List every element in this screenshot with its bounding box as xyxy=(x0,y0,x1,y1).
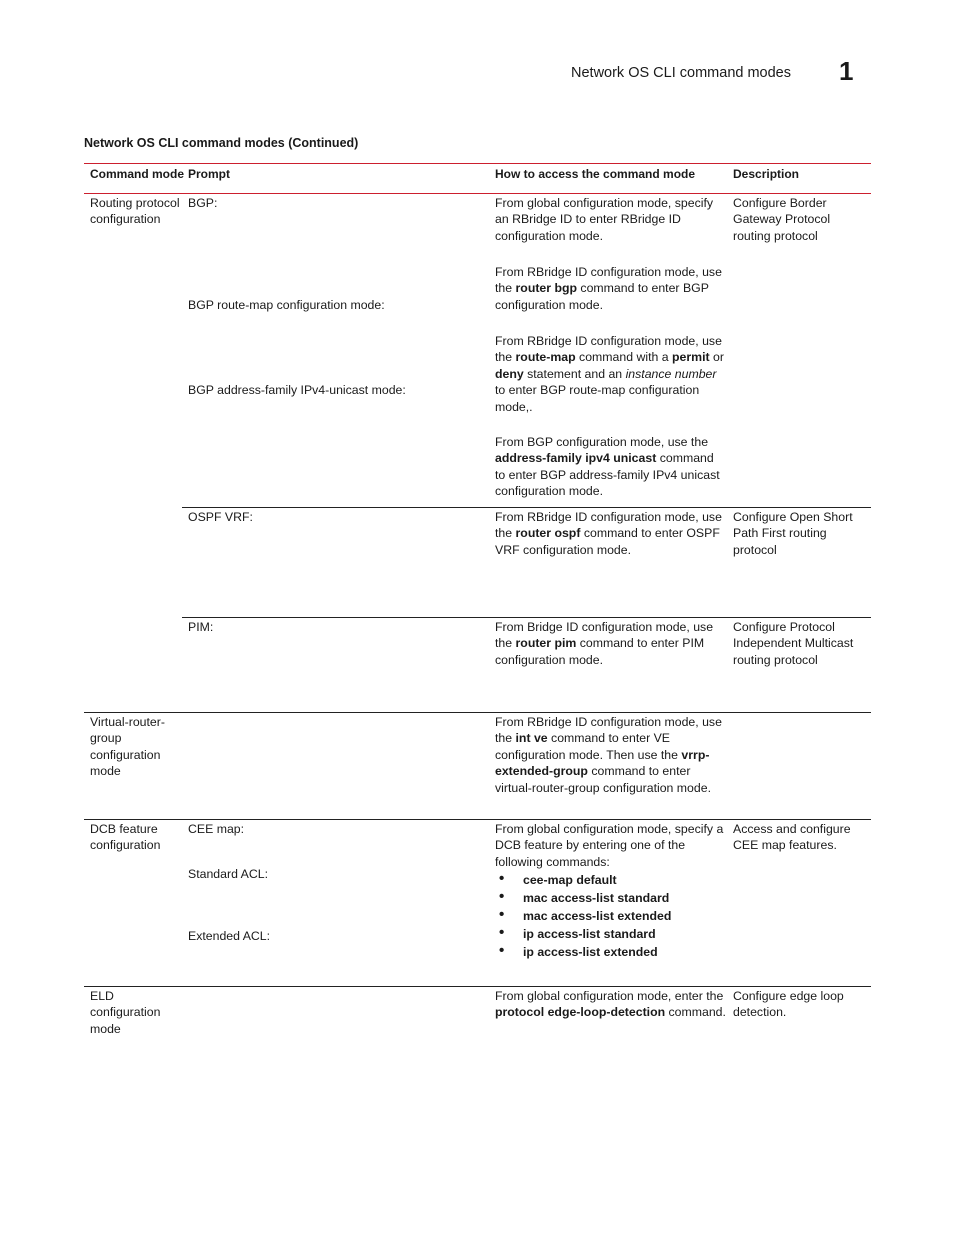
prompt-cee-map: CEE map: xyxy=(188,822,245,836)
access-router-ospf: From RBridge ID configuration mode, use the router ospf command to enter OSPF VRF configuration mode. xyxy=(495,510,722,557)
command-route-map: route-map xyxy=(515,350,576,365)
access-router-pim: From Bridge ID configuration mode, use the router pim command to enter PIM configuration mode. xyxy=(495,620,714,667)
prompt-extended-acl: Extended ACL: xyxy=(188,929,271,943)
description-dcb: Access and configure CEE map features. xyxy=(733,822,851,853)
row-divider-vrg xyxy=(84,712,871,713)
instance-number-variable: instance number xyxy=(625,366,717,381)
description-ospf: Configure Open Short Path First routing protocol xyxy=(733,510,853,557)
command-protocol-edge-loop-detection: protocol edge-loop-detection xyxy=(495,1005,666,1020)
keyword-permit: permit xyxy=(672,350,710,365)
column-header-command-mode: Command mode xyxy=(90,167,185,181)
command-address-family: address-family ipv4 unicast xyxy=(495,451,657,466)
keyword-deny: deny xyxy=(495,366,524,381)
access-rbridge-id: From global configuration mode, specify an RBridge ID to enter RBridge ID configuration mode. xyxy=(495,196,714,243)
prompt-standard-acl: Standard ACL: xyxy=(188,867,268,881)
row-divider-ospf xyxy=(182,507,871,508)
list-item: • ip access-list extended xyxy=(495,943,727,961)
mode-virtual-router-group: Virtual-router-group configuration mode xyxy=(90,715,165,779)
table-header-rule xyxy=(84,193,871,194)
prompt-pim: PIM: xyxy=(188,620,214,634)
column-header-description: Description xyxy=(733,167,800,181)
column-header-prompt: Prompt xyxy=(188,167,230,181)
table-top-rule xyxy=(84,163,871,164)
command-int-ve: int ve xyxy=(515,731,548,746)
prompt-bgp-route-map: BGP route-map configuration mode: xyxy=(188,298,385,312)
list-item: • mac access-list standard xyxy=(495,889,727,907)
mode-dcb-feature: DCB feature configuration xyxy=(90,822,161,853)
command-vrrp-extended-group: vrrp-extended-group xyxy=(495,747,710,779)
dcb-command-list xyxy=(495,871,727,961)
access-vrrp-extended-group: From RBridge ID configuration mode, use the int ve command to enter VE configuration mode. Then use the vrrp-extended-group command to enter virtual-router-group configuration mode. xyxy=(495,715,722,795)
section-title: Network OS CLI command modes xyxy=(571,65,791,81)
description-bgp: Configure Border Gateway Protocol routing protocol xyxy=(733,196,831,243)
prompt-ospf-vrf: OSPF VRF: xyxy=(188,510,253,524)
column-header-access: How to access the command mode xyxy=(495,167,696,181)
access-address-family: From BGP configuration mode, use the address-family ipv4 unicast command to enter BGP address-family IPv4 unicast configuration mode. xyxy=(495,435,720,499)
table-title: Network OS CLI command modes (Continued) xyxy=(84,136,359,150)
command-router-bgp: router bgp xyxy=(515,281,577,296)
list-item: • ip access-list standard xyxy=(495,925,727,943)
chapter-number: 1 xyxy=(839,56,854,86)
access-edge-loop-detection: From global configuration mode, enter the protocol edge-loop-detection command. xyxy=(495,989,726,1020)
access-dcb-feature xyxy=(495,821,727,961)
description-eld: Configure edge loop detection. xyxy=(733,989,844,1020)
access-router-bgp: From RBridge ID configuration mode, use the router bgp command to enter BGP configuration mode. xyxy=(495,265,722,312)
access-route-map: From RBridge ID configuration mode, use the route-map command with a permit or deny statement and an instance number to enter BGP route-map configuration mode,. xyxy=(495,334,724,414)
command-router-pim: router pim xyxy=(515,636,577,651)
command-router-ospf: router ospf xyxy=(515,526,581,541)
access-dcb-intro: From global configuration mode, specify a DCB feature by entering one of the following commands: xyxy=(495,822,724,869)
row-divider-eld xyxy=(84,986,871,987)
prompt-bgp-address-family: BGP address-family IPv4-unicast mode: xyxy=(188,383,406,397)
row-divider-dcb xyxy=(84,819,871,820)
prompt-bgp: BGP: xyxy=(188,196,218,210)
row-divider-pim xyxy=(182,617,871,618)
mode-routing-protocol: Routing protocol configuration xyxy=(90,196,180,227)
description-pim: Configure Protocol Independent Multicast routing protocol xyxy=(733,620,854,667)
mode-eld: ELD configuration mode xyxy=(90,989,161,1036)
list-item: • mac access-list extended xyxy=(495,907,727,925)
list-item: • cee-map default xyxy=(495,871,727,889)
